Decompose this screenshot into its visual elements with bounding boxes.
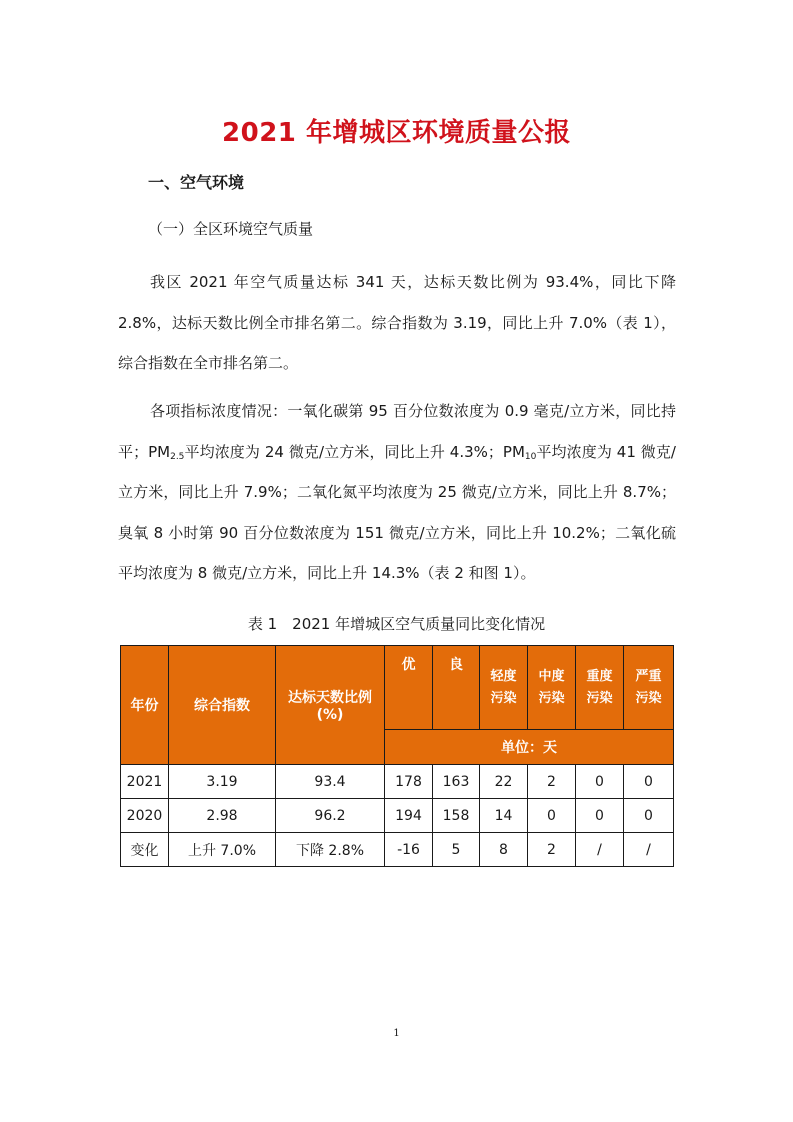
header-severe-line1: 严重 [635, 668, 662, 684]
header-ratio-line1: 达标天数比例 [288, 690, 372, 706]
table-header-row [121, 646, 674, 730]
header-ratio-line2: (%) [316, 707, 344, 723]
table-cell: / [624, 833, 674, 867]
header-heavy-line2: 污染 [586, 690, 613, 706]
table-cell: 0 [624, 799, 674, 833]
table-cell: 93.4 [276, 765, 385, 799]
table-cell: 194 [385, 799, 433, 833]
table-cell: 2 [528, 833, 576, 867]
table-cell: 下降 2.8% [276, 833, 385, 867]
page-number: 1 [393, 1028, 400, 1039]
para2-part-b: 平均浓度为 24 微克/立方米，同比上升 4.3%；PM [184, 442, 525, 461]
table-row [121, 765, 674, 799]
subsection-heading: （一）全区环境空气质量 [148, 220, 314, 238]
header-excellent: 优 [385, 646, 433, 730]
header-unit: 单位：天 [385, 730, 674, 765]
header-severe-line2: 污染 [635, 690, 662, 706]
header-composite-index: 综合指数 [169, 646, 276, 765]
table-cell: 0 [528, 799, 576, 833]
table-cell: 158 [433, 799, 480, 833]
header-compliance-ratio [276, 646, 385, 765]
table-cell: 2020 [121, 799, 169, 833]
page-title: 2021 年增城区环境质量公报 [222, 118, 571, 148]
table-cell: 96.2 [276, 799, 385, 833]
header-moderate-pollution [528, 646, 576, 730]
header-moderate-line2: 污染 [538, 690, 565, 706]
header-heavy-pollution [576, 646, 624, 730]
table-cell: 0 [576, 765, 624, 799]
header-year: 年份 [121, 646, 169, 765]
table-cell: 3.19 [169, 765, 276, 799]
table-cell: 变化 [121, 833, 169, 867]
table-cell: 163 [433, 765, 480, 799]
header-severe-pollution [624, 646, 674, 730]
para2-part-c: 平均浓度为 41 微克/立方米，同比上升 7.9%；二氧化氮平均浓度为 25 微克/立方米，同比上升 8.7%；臭氧 8 小时第 90 百分位数浓度为 151 微克/立方米，同比上升 10.2%；二氧化硫平均浓度为 8 微克/立方米，同比上升 14.3%（表 2 和图 1）。 [118, 442, 676, 582]
table-caption: 表 1 2021 年增城区空气质量同比变化情况 [247, 615, 546, 633]
header-light-line1: 轻度 [490, 668, 517, 684]
table-cell: 14 [480, 799, 528, 833]
table-cell: 22 [480, 765, 528, 799]
table-cell: / [576, 833, 624, 867]
section-heading: 一、空气环境 [148, 173, 245, 192]
header-moderate-line1: 中度 [538, 668, 565, 684]
table-cell: -16 [385, 833, 433, 867]
pm25-subscript: 2.5 [170, 451, 185, 462]
table-cell: 0 [624, 765, 674, 799]
air-quality-table [120, 645, 674, 867]
pm10-subscript: 10 [524, 451, 537, 462]
table-cell: 5 [433, 833, 480, 867]
header-light-pollution [480, 646, 528, 730]
table-row [121, 799, 674, 833]
table-cell: 0 [576, 799, 624, 833]
table-row [121, 833, 674, 867]
table-cell: 2.98 [169, 799, 276, 833]
table-cell: 上升 7.0% [169, 833, 276, 867]
paragraph-pollutant-concentrations [118, 391, 676, 594]
table-cell: 8 [480, 833, 528, 867]
table-cell: 2021 [121, 765, 169, 799]
header-heavy-line1: 重度 [586, 668, 613, 684]
table-cell: 2 [528, 765, 576, 799]
header-light-line2: 污染 [490, 690, 517, 706]
table-cell: 178 [385, 765, 433, 799]
para2-part-a: 各项指标浓度情况：一氧化碳第 95 百分位数浓度为 0.9 毫克/立方米，同比持平；PM [118, 402, 676, 461]
paragraph-air-quality-summary: 我区 2021 年空气质量达标 341 天，达标天数比例为 93.4%，同比下降 2.8%，达标天数比例全市排名第二。综合指数为 3.19，同比上升 7.0%（表 1），综合指数在全市排名第二。 [118, 273, 676, 372]
header-good: 良 [433, 646, 480, 730]
